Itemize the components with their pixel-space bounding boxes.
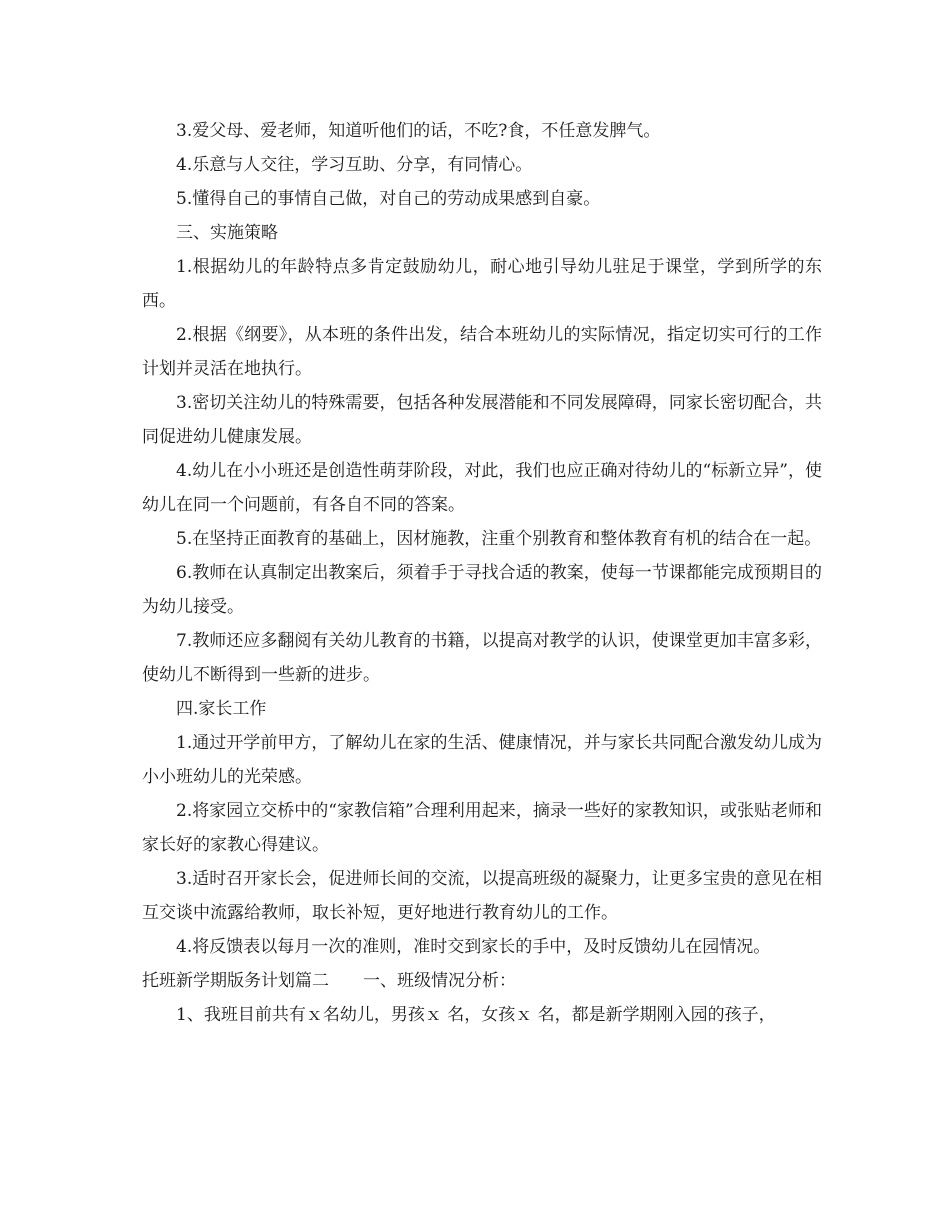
paragraph-strategy-1: 1.根据幼儿的年龄特点多肯定鼓励幼儿，耐心地引导幼儿驻足于课堂，学到所学的东西。 — [142, 257, 822, 311]
paragraph-part-two-title: 托班新学期版务计划篇二 一、班级情况分析： — [142, 971, 516, 991]
section-heading-parents: 四.家长工作 — [176, 699, 267, 719]
paragraph-class-analysis-1: 1、我班目前共有ｘ名幼儿，男孩ｘ 名，女孩ｘ 名，都是新学期刚入园的孩子， — [176, 1005, 776, 1025]
paragraph-strategy-4: 4.幼儿在小小班还是创造性萌芽阶段，对此，我们也应正确对待幼儿的“标新立异”，使幼儿在同一个问题前，有各自不同的答案。 — [142, 461, 822, 515]
paragraph-strategy-2: 2.根据《纲要》，从本班的条件出发，结合本班幼儿的实际情况，指定切实可行的工作计划并灵活在地执行。 — [142, 325, 822, 379]
paragraph-parents-3: 3.适时召开家长会，促进师长间的交流，以提高班级的凝聚力，让更多宝贵的意见在相互交谈中流露给教师，取长补短，更好地进行教育幼儿的工作。 — [142, 869, 822, 923]
document-body — [142, 114, 822, 1032]
paragraph-strategy-3: 3.密切关注幼儿的特殊需要，包括各种发展潜能和不同发展障碍，同家长密切配合，共同促进幼儿健康发展。 — [142, 393, 822, 447]
paragraph-strategy-5: 5.在坚持正面教育的基础上，因材施教，注重个别教育和整体教育有机的结合在一起。 — [176, 529, 822, 549]
paragraph-goal-4: 4.乐意与人交往，学习互助、分享，有同情心。 — [176, 155, 533, 175]
paragraph-strategy-6: 6.教师在认真制定出教案后，须着手于寻找合适的教案，使每一节课都能完成预期目的为幼儿接受。 — [142, 563, 822, 617]
paragraph-strategy-7: 7.教师还应多翻阅有关幼儿教育的书籍，以提高对教学的认识，使课堂更加丰富多彩，使幼儿不断得到一些新的进步。 — [142, 631, 822, 685]
paragraph-parents-1: 1.通过开学前甲方，了解幼儿在家的生活、健康情况，并与家长共同配合激发幼儿成为小小班幼儿的光荣感。 — [142, 733, 822, 787]
paragraph-goal-5: 5.懂得自己的事情自己做，对自己的劳动成果感到自豪。 — [176, 189, 601, 209]
paragraph-goal-3: 3.爱父母、爱老师，知道听他们的话，不吃?食，不任意发脾气。 — [176, 121, 661, 141]
section-heading-strategy: 三、实施策略 — [176, 223, 278, 243]
paragraph-parents-4: 4.将反馈表以每月一次的准则，准时交到家长的手中，及时反馈幼儿在园情况。 — [176, 937, 771, 957]
paragraph-parents-2: 2.将家园立交桥中的“家教信箱”合理利用起来，摘录一些好的家教知识，或张贴老师和家长好的家教心得建议。 — [142, 801, 822, 855]
